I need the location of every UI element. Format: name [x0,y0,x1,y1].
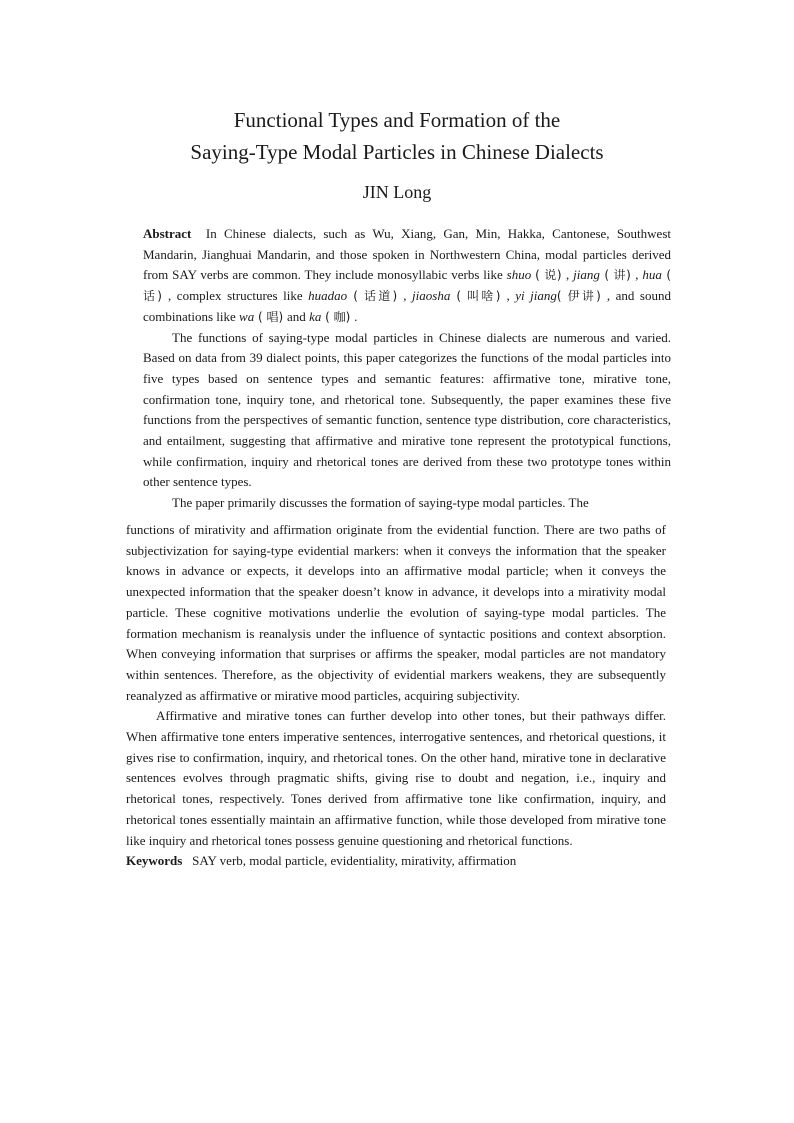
keywords-line [126,851,666,872]
abstract-paragraph-2: The functions of saying-type modal particles in Chinese dialects are numerous and varied. Based on data from 39 dialect points, this paper categorizes the functions of the modal particles into five types based on sentence types and semantic features: affirmative tone, mirative tone, confirmation tone, inquiry tone, and rhetorical tone. Subsequently, the paper examines these five functions from the perspectives of semantic function, sentence type distribution, core characteristics, and entailment, suggesting that affirmative and mirative tone represent the prototypical functions, while confirmation, inquiry and rhetorical tones are derived from these two prototype tones within other sentence types. [143,329,671,490]
term-jiaosha-cn: ( 叫啥) [450,289,507,304]
author-name: JIN Long [362,182,432,202]
title-line-1: Functional Types and Formation of the [233,108,561,132]
abstract-continuation [126,520,666,872]
and-text: and [287,308,310,324]
abstract-section [143,224,671,514]
keywords-list: SAY verb, modal particle, evidentiality, mirativity, affirmation [192,853,517,869]
term-ka: ka [309,308,322,324]
term-jiaosha: jiaosha [412,288,451,304]
term-huadao: huadao [308,288,348,304]
abstract-paragraph-3: The paper primarily discusses the formation of saying-type modal particles. The [172,495,589,511]
term-shuo: shuo [506,267,532,283]
body-paragraph-5: Affirmative and mirative tones can further develop into other tones, but their pathways differ. When affirmative tone enters imperative sentences, interrogative sentences, and rhetorical questions, it gives rise to confirmation, inquiry, and rhetorical tones. On the other hand, mirative tone in declarative sentences evolves through pragmatic shifts, giving rise to doubt and negation, i.e., inquiry and rhetorical tones, respectively. Tones derived from affirmative tone like confirmation, inquiry, and rhetorical tones essentially maintain an affirmative function, while those developed from mirative tone like inquiry and rhetorical tones possess genuine questioning and rhetorical functions. [126,708,666,848]
term-huadao-cn: ( 话道) [347,289,404,304]
abstract-intro-text: In Chinese dialects, such as Wu, Xiang, Gan, Min, Hakka, Cantonese, Southwest Mandarin, Jianghuai Mandarin, and those spoken in Northwestern China, modal particles derived from SAY verbs are common. They include monosyllabic verbs like [143,226,671,283]
term-shuo-cn: ( 说) [535,268,567,283]
end-text: . [354,308,358,324]
paper-title [0,104,794,168]
term-hua-cn: ( 话) [143,268,672,304]
term-jiang-cn: ( 讲) [599,268,636,283]
abstract-heading: Abstract [143,226,192,241]
term-wa: wa [239,308,255,324]
body-paragraph-4: functions of mirativity and affirmation originate from the evidential function. There are two paths of subjectivization for saying-type evidential markers: when it conveys the information that the speaker knows in advance or expects, it develops into an affirmative modal particle; when it conveys the unexpected information that the speaker doesn’t know in advance, it develops into a mirativity modal particle. These cognitive motivations underlie the evolution of saying-type modal particles. The formation mechanism is reanalysis under the influence of syntactic positions and context absorption. When conveying information that surprises or affirms the speaker, modal particles are not mandatory within sentences. Therefore, as the objectivity of evidential markers weakens, they are subsequently reanalyzed as affirmative or mirative mood particles, acquiring subjectivity. [126,522,666,703]
title-line-2: Saying-Type Modal Particles in Chinese Dialects [190,140,604,164]
abstract-paragraph-1: Abstract In Chinese dialects, such as Wu, Xiang, Gan, Min, Hakka, Cantonese, Southwest Mandarin, Jianghuai Mandarin, and those spoken in Northwestern China, modal particles derived from SAY verbs are common. They include monosyllabic verbs like shuo ( 说) , jiang ( 讲) , hua ( 话) , complex structures like huadao ( 话道) , jiaosha ( 叫啥) , yi jiang( 伊讲) , and sound combinations like wa ( 唱) and ka ( 咖) . [143,226,672,324]
term-wa-cn: ( 唱) [254,309,288,324]
term-yijiang: yi jiang [515,288,557,304]
term-yijiang-cn: ( 伊讲) [556,289,607,304]
term-hua: hua [642,267,662,283]
sound-text: , and sound combinations like [143,288,671,324]
term-jiang: jiang [573,267,600,283]
complex-text: , complex structures like [168,288,309,304]
keywords-heading: Keywords [126,853,183,869]
term-ka-cn: ( 咖) [321,309,355,324]
